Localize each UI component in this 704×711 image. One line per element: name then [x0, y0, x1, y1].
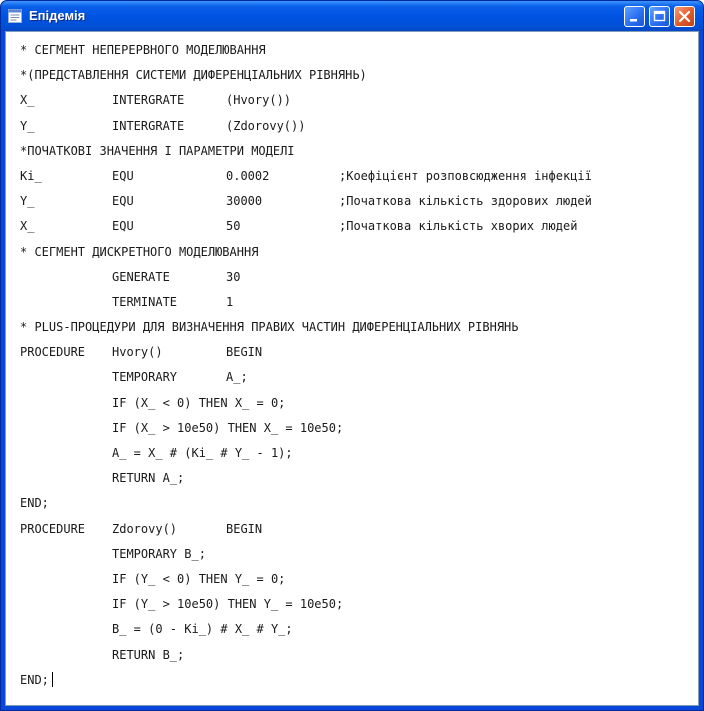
code-field: RETURN B_;	[112, 647, 185, 662]
minimize-icon	[625, 7, 644, 26]
code-field: IF (X_ < 0) THEN X_ = 0;	[112, 395, 286, 410]
code-field: BEGIN	[226, 521, 263, 536]
code-field: Y_	[20, 194, 35, 209]
code-field: EQU	[112, 219, 134, 234]
code-field: PROCEDURE	[20, 521, 86, 536]
code-field: TEMPORARY B_;	[112, 546, 206, 561]
code-field: 30	[226, 269, 241, 284]
code-field: TERMINATE	[112, 294, 178, 309]
code-field: END;	[20, 496, 49, 511]
code-field: INTERGRATE	[112, 93, 185, 108]
code-field: * СЕГМЕНТ ДИСКРЕТНОГО МОДЕЛЮВАННЯ	[20, 244, 259, 259]
code-field: EQU	[112, 168, 134, 183]
code-field: 30000	[226, 194, 263, 209]
close-button[interactable]	[674, 6, 695, 27]
code-field: EQU	[112, 194, 134, 209]
code-field: Y_	[20, 118, 35, 133]
code-field: B_ = (0 - Ki_) # X_ # Y_;	[112, 622, 293, 637]
code-comment: ;Початкова кількість хворих людей	[339, 219, 578, 234]
code-field: *(ПРЕДСТАВЛЕННЯ СИСТЕМИ ДИФЕРЕНЦІАЛЬНИХ РІВНЯНЬ)	[20, 68, 367, 83]
title-bar[interactable]	[1, 1, 703, 31]
code-field: END;	[20, 672, 49, 687]
code-field: X_	[20, 219, 35, 234]
code-comment: ;Початкова кількість здорових людей	[339, 194, 592, 209]
code-field: IF (Y_ > 10e50) THEN Y_ = 10e50;	[112, 597, 344, 612]
code-field: BEGIN	[226, 345, 263, 360]
code-field: *ПОЧАТКОВІ ЗНАЧЕННЯ І ПАРАМЕТРИ МОДЕЛІ	[20, 143, 295, 158]
code-field: Hvory()	[112, 345, 163, 360]
editor-area[interactable]	[5, 31, 699, 706]
code-field: 50	[226, 219, 241, 234]
code-field: (Hvory())	[226, 93, 292, 108]
code-field: Ki_	[20, 168, 42, 183]
code-field: GENERATE	[112, 269, 170, 284]
code-field: A_;	[226, 370, 248, 385]
code-field: * СЕГМЕНТ НЕПЕРЕРВНОГО МОДЕЛЮВАННЯ	[20, 43, 266, 57]
window-title: Епідемія	[29, 8, 86, 23]
maximize-button[interactable]	[649, 6, 670, 27]
code-field: 0.0002	[226, 168, 270, 183]
code-comment: ;Коефіцієнт розповсюдження інфекції	[339, 168, 592, 183]
code-field: X_	[20, 93, 35, 108]
text-caret	[52, 672, 53, 687]
app-icon	[8, 9, 22, 23]
code-field: TEMPORARY	[112, 370, 178, 385]
maximize-icon	[650, 7, 669, 26]
code-field: IF (X_ > 10e50) THEN X_ = 10e50;	[112, 420, 344, 435]
code-field: RETURN A_;	[112, 471, 185, 486]
code-field	[20, 668, 53, 693]
code-field: Zdorovy()	[112, 521, 178, 536]
code-field: PROCEDURE	[20, 345, 86, 360]
code-field: * PLUS-ПРОЦЕДУРИ ДЛЯ ВИЗНАЧЕННЯ ПРАВИХ ЧАСТИН ДИФЕРЕНЦІАЛЬНИХ РІВНЯНЬ	[20, 320, 519, 335]
code-field: (Zdorovy())	[226, 118, 306, 133]
code-field: INTERGRATE	[112, 118, 185, 133]
code-field: 1	[226, 294, 234, 309]
close-icon	[675, 7, 694, 26]
minimize-button[interactable]	[624, 6, 645, 27]
code-field: A_ = X_ # (Ki_ # Y_ - 1);	[112, 446, 293, 460]
code-field: IF (Y_ < 0) THEN Y_ = 0;	[112, 571, 286, 586]
